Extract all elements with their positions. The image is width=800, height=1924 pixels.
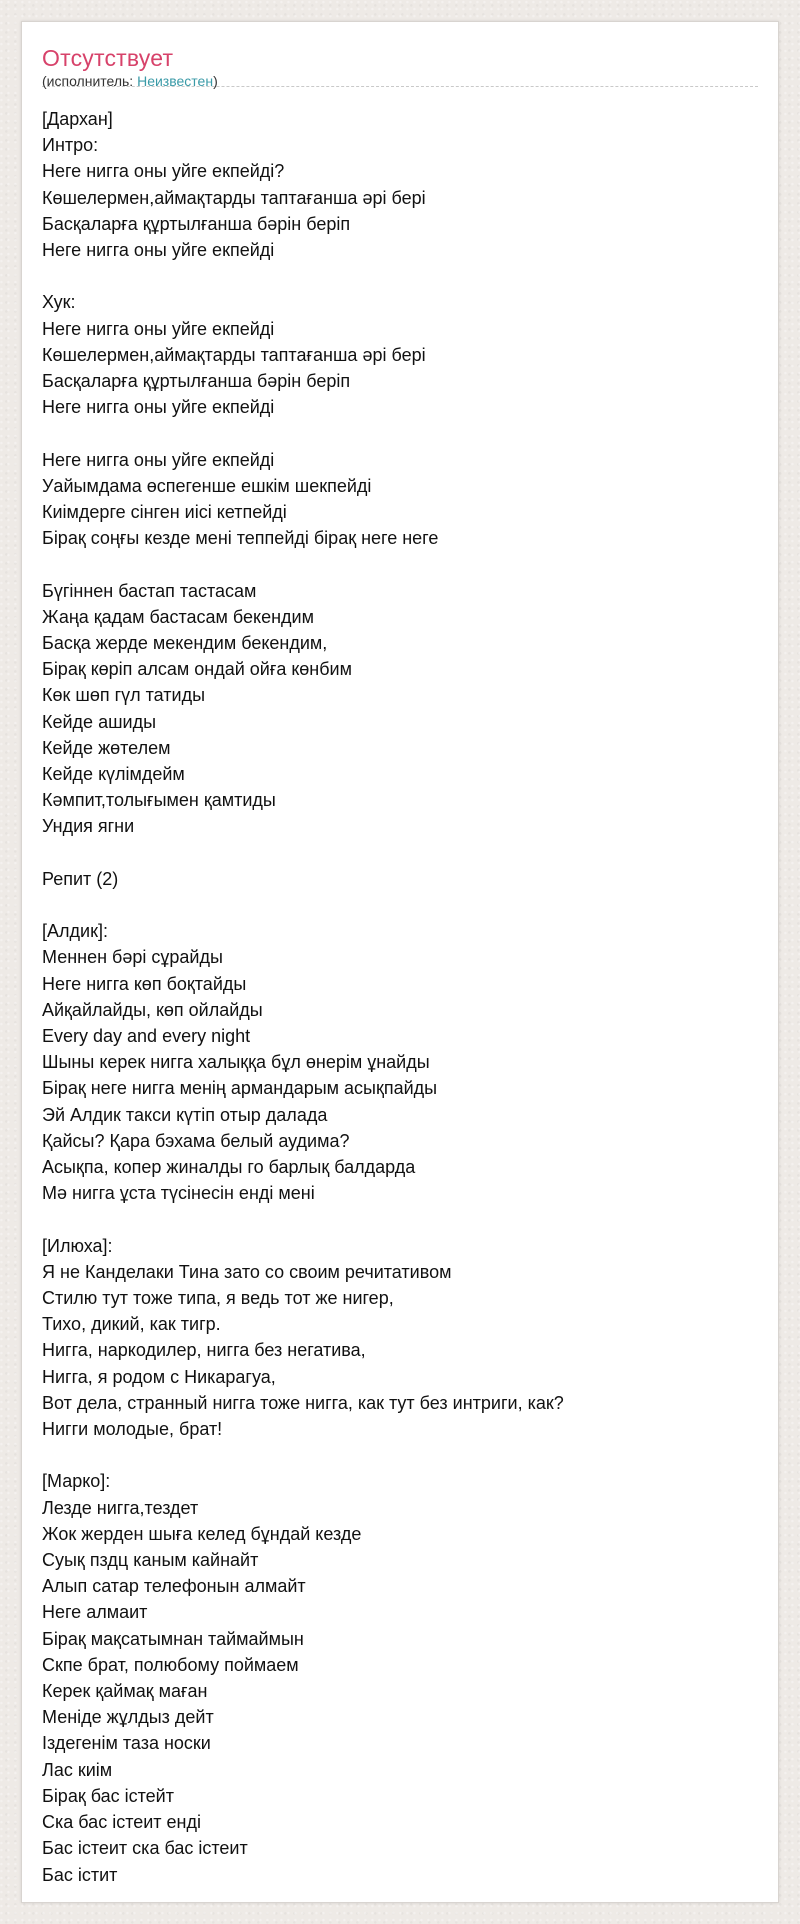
- lyric-line: [42, 1442, 758, 1468]
- lyric-line: Бас істеит ска бас істеит: [42, 1838, 248, 1859]
- lyrics-card: [21, 21, 779, 1903]
- lyric-line: [Алдик]:: [42, 921, 108, 942]
- lyric-line: Меніде жұлдыз дейт: [42, 1707, 214, 1728]
- lyric-line: Көшелермен,аймақтарды таптағанша әрі бері: [42, 344, 426, 365]
- lyric-line: Көшелермен,аймақтарды таптағанша әрі бері: [42, 187, 426, 208]
- lyric-line: Кейде ашиды: [42, 711, 157, 732]
- lyric-line: Суық пздц каным кайнайт: [42, 1550, 259, 1571]
- lyric-line: Скпе брат, полюбому поймаем: [42, 1654, 299, 1675]
- lyric-line: Кейде жөтелем: [42, 737, 171, 758]
- lyric-line: Алып сатар телефонын алмайт: [42, 1576, 306, 1597]
- lyric-line: Айқайлайды, көп ойлайды: [42, 999, 263, 1020]
- lyric-line: Бірақ көріп алсам ондай ойға көнбим: [42, 659, 352, 680]
- lyric-line: Неге алмаит: [42, 1602, 148, 1623]
- lyric-line: Жаңа қадам бастасам бекендим: [42, 606, 314, 627]
- lyric-line: Эй Алдик такси күтіп отыр далада: [42, 1104, 328, 1125]
- lyric-line: Неге нигга оны уйге екпейді: [42, 397, 275, 418]
- lyric-line: [42, 1206, 758, 1232]
- lyric-line: Асықпа, копер жиналды го барлық балдарда: [42, 1157, 416, 1178]
- lyric-line: Ска бас істеит енді: [42, 1812, 201, 1833]
- lyric-line: [42, 840, 758, 866]
- lyric-line: Every day and every night: [42, 1026, 251, 1047]
- lyric-line: Киімдерге сінген иісі кетпейді: [42, 502, 287, 523]
- lyric-line: Бірақ мақсатымнан таймаймын: [42, 1628, 304, 1649]
- lyric-line: Бас істит: [42, 1864, 118, 1885]
- song-header: [42, 44, 758, 87]
- lyric-line: Кейде күлімдейм: [42, 764, 185, 785]
- lyric-line: Я не Канделаки Тина зато со своим речитативом: [42, 1261, 452, 1282]
- lyric-line: [Дархан]: [42, 109, 113, 129]
- artist-prefix: (исполнитель:: [42, 73, 138, 89]
- lyric-line: Лезде нигга,тездет: [42, 1497, 199, 1518]
- lyric-line: Неге нигга көп боқтайды: [42, 973, 247, 994]
- lyric-line: Басқаларға құртылғанша бәрін беріп: [42, 213, 351, 234]
- lyric-line: Ундия ягни: [42, 816, 135, 837]
- lyric-line: Басқаларға құртылғанша бәрін беріп: [42, 371, 351, 392]
- lyric-line: Стилю тут тоже типа, я ведь тот же нигер,: [42, 1288, 394, 1309]
- lyric-line: Уайымдама өспегенше ешкім шекпейді: [42, 475, 372, 496]
- lyric-line: Неге нигга оны уйге екпейді?: [42, 161, 285, 182]
- lyric-line: Меннен бәрі сұрайды: [42, 947, 223, 968]
- lyric-line: Бірақ соңғы кезде мені теппейді бірақ неге неге: [42, 528, 439, 549]
- lyric-line: Мә нигга ұста түсінесін енді мені: [42, 1183, 315, 1204]
- lyrics-text: [42, 106, 758, 1888]
- lyric-line: Жок жерден шыға келед бұндай кезде: [42, 1523, 362, 1544]
- artist-line: [42, 73, 758, 90]
- lyric-line: [42, 420, 758, 446]
- lyric-line: [Марко]:: [42, 1471, 111, 1492]
- artist-link[interactable]: Неизвестен: [137, 73, 214, 89]
- lyric-line: [Илюха]:: [42, 1235, 113, 1256]
- lyric-line: Басқа жерде мекендим бекендим,: [42, 633, 328, 654]
- lyric-line: Бірақ неге нигга менің армандарым асықпайды: [42, 1078, 438, 1099]
- artist-suffix: ): [213, 73, 218, 89]
- lyric-line: Репит (2): [42, 868, 119, 889]
- lyric-line: Нигга, я родом с Никарагуа,: [42, 1366, 276, 1387]
- lyric-line: Көк шөп гүл татиды: [42, 685, 206, 706]
- lyric-line: Қайсы? Қара бэхама белый аудима?: [42, 1130, 350, 1151]
- lyric-line: Лас киім: [42, 1759, 113, 1780]
- lyric-line: Неге нигга оны уйге екпейді: [42, 318, 275, 339]
- lyric-line: Іздегенім таза носки: [42, 1733, 211, 1754]
- lyric-line: Бүгіннен бастап тастасам: [42, 580, 257, 601]
- lyric-line: Вот дела, странный нигга тоже нигга, как тут без интриги, как?: [42, 1392, 564, 1413]
- lyric-line: Хук:: [42, 292, 76, 313]
- lyric-line: Кәмпит,толығымен қамтиды: [42, 790, 276, 811]
- song-title: Отсутствует: [42, 45, 174, 71]
- lyric-line: Шыны керек нигга халыққа бұл өнерім ұнайды: [42, 1052, 430, 1073]
- lyric-line: Тихо, дикий, как тигр.: [42, 1314, 221, 1335]
- lyric-line: [42, 892, 758, 918]
- lyric-line: [42, 263, 758, 289]
- lyric-line: Интро:: [42, 135, 99, 156]
- lyric-line: Бірақ бас істейт: [42, 1785, 174, 1806]
- lyric-line: Керек қаймақ маған: [42, 1681, 208, 1702]
- lyric-line: Неге нигга оны уйге екпейді: [42, 240, 275, 261]
- lyric-line: [42, 551, 758, 577]
- lyric-line: Нигга, наркодилер, нигга без негатива,: [42, 1340, 366, 1361]
- lyric-line: Нигги молодые, брат!: [42, 1419, 223, 1440]
- lyric-line: Неге нигга оны уйге екпейді: [42, 449, 275, 470]
